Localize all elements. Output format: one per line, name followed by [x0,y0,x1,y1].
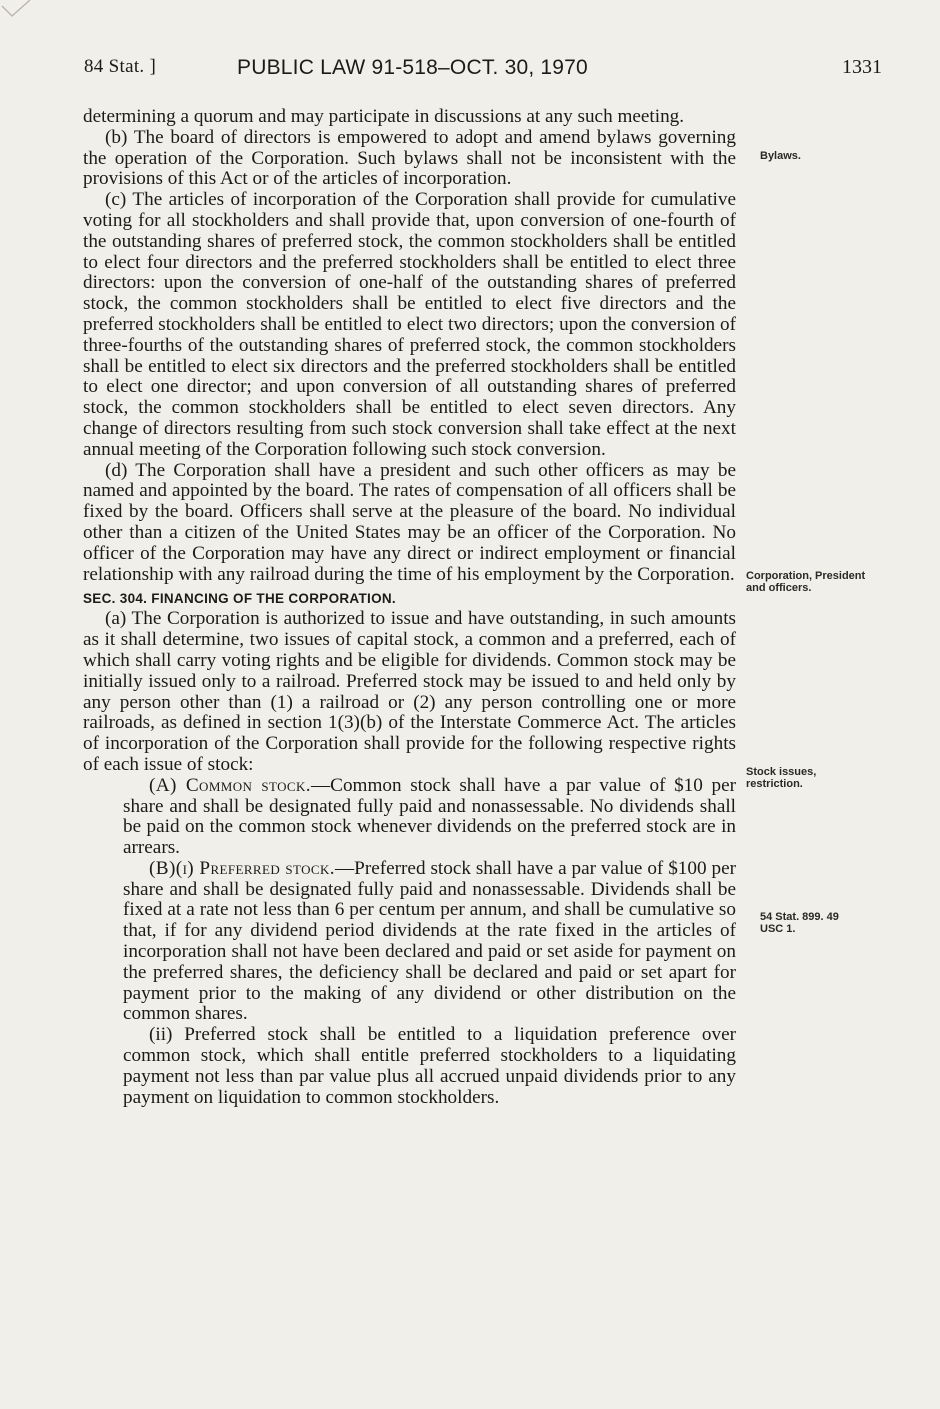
paragraph-a-capital-stock: (a) The Corporation is authorized to issue and have outstanding, in such amounts as it shall determine, two issues of capital stock, a common and a preferred, each of which shall carry voting rights and be eligible for dividends. Common stock may be initially issued only to a railroad. Preferred stock may be issued to and held only by any person other than (1) a railroad or (2) any person controlling one or more railroads, as defined in section 1(3)(b) of the Interstate Commerce Act. The articles of incorporation of the Corporation shall provide for the following respective rights of each issue of stock: [83,608,736,775]
paragraph-c-voting: (c) The articles of incorporation of the Corporation shall provide for cumulative voting for all stockholders and shall provide that, upon conversion of one-fourth of the outstanding shares of preferred stock, the common stockholders shall be entitled to elect four directors and the preferred stockholders shall be entitled to elect three directors: upon the conversion of one-half of the outstanding shares of preferred stock, the common stockholders shall be entitled to elect five directors and the preferred stockholders shall be entitled to elect two directors; upon the conversion of three-fourths of the outstanding shares of preferred stock, the common stockholders shall be entitled to elect six directors and the preferred stockholders shall be entitled to elect one director; and upon conversion of all outstanding shares of preferred stock, the common stockholders shall be entitled to elect seven directors. Any change of directors resulting from such stock conversion shall take effect at the next annual meeting of the Corporation following such stock conversion. [83,189,736,460]
corner-mark-icon [0,0,34,18]
margin-note-officers: Corporation, President and officers. [746,570,866,594]
paragraph-liquidation: (ii) Preferred stock shall be entitled to a liquidation preference over common stock, which shall entitle preferred stockholders to a liquidating payment not less than par value plus all accrued unpaid dividends prior to any payment on liquidation to common stockholders. [123,1024,736,1108]
section-heading: SEC. 304. FINANCING OF THE CORPORATION. [83,591,396,607]
page-number: 1331 [842,56,882,78]
paragraph-preferred-stock [123,859,736,1025]
paragraph-b-bylaws: (b) The board of directors is empowered to adopt and amend bylaws governing the operation of the Corporation. Such bylaws shall not be inconsistent with the provisions of this Act or of the articles of incorporation. [83,126,736,190]
paragraph-d-officers: (d) The Corporation shall have a president and such other officers as may be named and appointed by the board. The rates of compensation of all officers shall be fixed by the board. Officers shall serve at the pleasure of the board. No individual other than a citizen of the United States may be an officer of the Corporation. No officer of the Corporation may have any direct or indirect employment or financial relationship with any railroad during the time of his employment by the Corporation. [83,459,736,585]
common-stock-text: —Common stock shall have a par value of $10 per share and shall be designated fully paid and nonassessable. No dividends shall be paid on the common stock whenever dividends on the preferred stock are in arrears. [123,774,736,859]
preferred-stock-heading: (B)(i) Preferred stock. [149,857,335,879]
volume-reference: 84 Stat. ] [84,56,157,77]
preferred-stock-text: —Preferred stock shall have a par value of $100 per share and shall be designated fully paid and nonassessable. Dividends shall be fixed at a rate not less than 6 per centum per annum, and shall be cumulative so that, if for any dividend period dividends at the rate fixed in the articles of incorporation shall not have been declared and paid or set aside for payment on the preferred shares, the deficiency shall be declared and paid or set apart for payment prior to the making of any dividend or other distribution on the common shares. [123,857,736,1025]
margin-note-citation: 54 Stat. 899. 49 USC 1. [760,911,839,935]
margin-note-stock-issues: Stock issues, restriction. [746,766,817,790]
running-title: PUBLIC LAW 91-518–OCT. 30, 1970 [237,56,588,79]
statute-text [83,107,736,1108]
margin-note-bylaws: Bylaws. [760,150,801,162]
paragraph-quorum: determining a quorum and may participate in discussions at any such meeting. [83,106,685,127]
paragraph-common-stock [123,776,736,859]
common-stock-heading: (A) Common stock. [149,774,311,796]
page-header [84,56,882,86]
